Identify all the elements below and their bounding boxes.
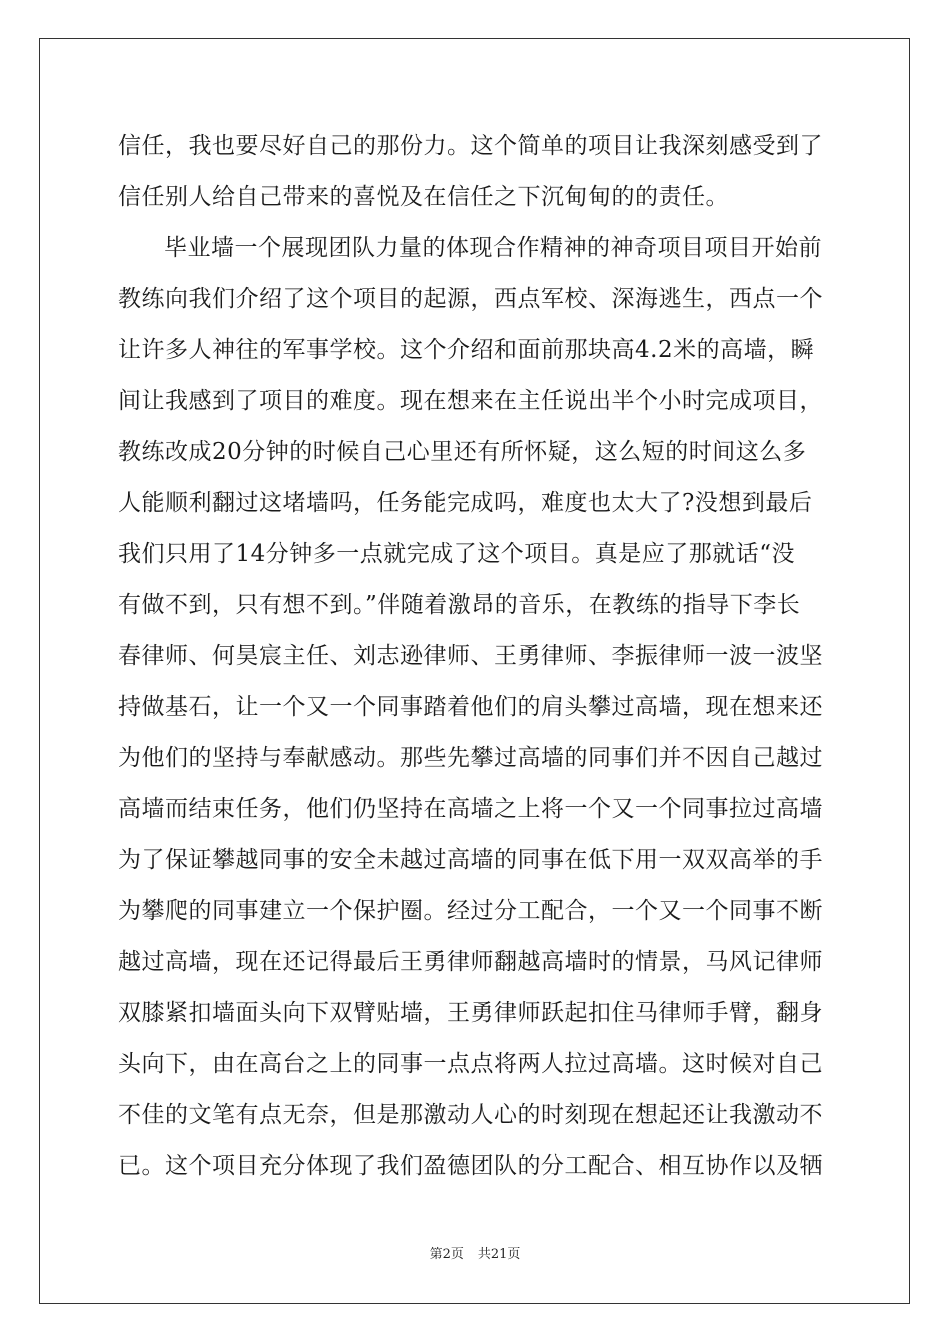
text-line: 头向下，由在高台之上的同事一点点将两人拉过高墙。这时候对自己 — [118, 1051, 823, 1077]
page-number: 第2页 — [429, 1247, 464, 1262]
text-line: 为了保证攀越同事的安全未越过高墙的同事在低下用一双双高举的手 — [118, 847, 823, 873]
text-line: 信任别人给自己带来的喜悦及在信任之下沉甸甸的的责任。 — [118, 184, 729, 210]
text-line: 越过高墙，现在还记得最后王勇律师翻越高墙时的情景，马风记律师 — [118, 949, 823, 975]
text-line: 为攀爬的同事建立一个保护圈。经过分工配合，一个又一个同事不断 — [118, 898, 823, 924]
page-footer — [0, 1246, 950, 1264]
text-line: 已。这个项目充分体现了我们盈德团队的分工配合、相互协作以及牺 — [118, 1153, 823, 1179]
text-line: 有做不到，只有想不到。”伴随着激昂的音乐，在教练的指导下李长 — [118, 592, 801, 618]
text-line: 为他们的坚持与奉献感动。那些先攀过高墙的同事们并不因自己越过 — [118, 745, 823, 771]
text-line: 高墙而结束任务，他们仍坚持在高墙之上将一个又一个同事拉过高墙 — [118, 796, 823, 822]
text-line: 让许多人神往的军事学校。这个介绍和面前那块高4.2米的高墙，瞬 — [118, 337, 815, 363]
text-line: 双膝紧扣墙面头向下双臂贴墙，王勇律师跃起扣住马律师手臂，翻身 — [118, 1000, 823, 1026]
document-body — [118, 126, 838, 1197]
text-line: 教练向我们介绍了这个项目的起源，西点军校、深海逃生，西点一个 — [118, 286, 823, 312]
text-line: 持做基石，让一个又一个同事踏着他们的肩头攀过高墙，现在想来还 — [118, 694, 823, 720]
text-line: 间让我感到了项目的难度。现在想来在主任说出半个小时完成项目， — [118, 388, 823, 414]
text-line: 教练改成20分钟的时候自己心里还有所怀疑，这么短的时间这么多 — [118, 439, 807, 465]
text-line: 春律师、何昊宸主任、刘志逊律师、王勇律师、李振律师一波一波坚 — [118, 643, 823, 669]
page-total: 共21页 — [477, 1247, 521, 1262]
text-line: 人能顺利翻过这堵墙吗，任务能完成吗，难度也太大了?没想到最后 — [118, 490, 813, 516]
text-line: 信任，我也要尽好自己的那份力。这个简单的项目让我深刻感受到了 — [118, 133, 823, 159]
paragraph-first-line: 毕业墙一个展现团队力量的体现合作精神的神奇项目项目开始前 — [164, 235, 822, 261]
text-line: 不佳的文笔有点无奈，但是那激动人心的时刻现在想起还让我激动不 — [118, 1102, 823, 1128]
text-line: 我们只用了14分钟多一点就完成了这个项目。真是应了那就话“没 — [118, 541, 796, 567]
